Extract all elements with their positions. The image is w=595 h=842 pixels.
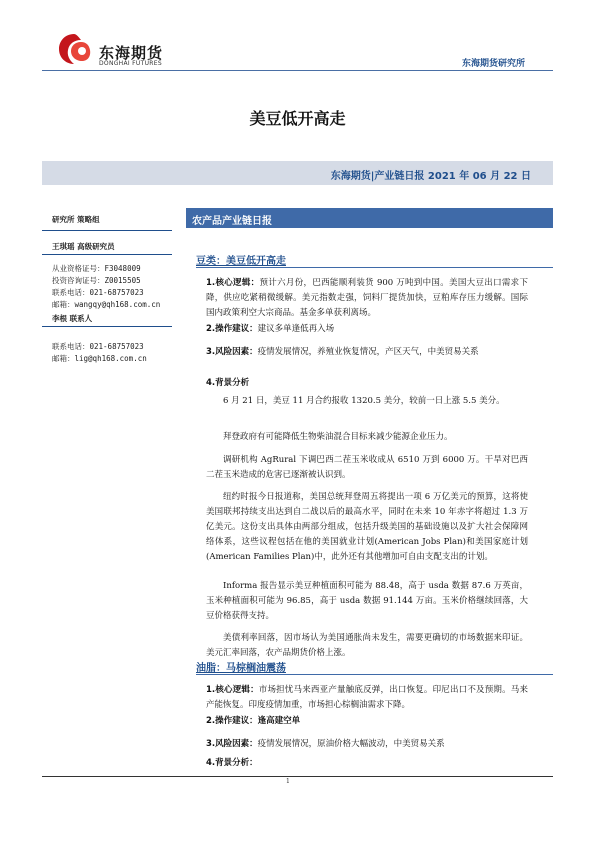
donghai-logo-icon (55, 30, 93, 70)
section-title: 农产品产业链日报 (192, 216, 272, 227)
soy-core-logic (206, 276, 528, 321)
oil-suggestion-label: 2.操作建议： (206, 716, 258, 726)
oil-core-logic-text: 市场担忧马来西亚产量触底反弹，出口恢复。印尼出口不及预期。马来产能恢复。印度疫情加重，市场担心棕榈油需求下降。 (206, 685, 528, 710)
author-1-line: 投资咨询证号：Z0015505 (52, 276, 141, 285)
report-info-bar (42, 161, 553, 185)
soy-heading-rule (196, 267, 553, 268)
logo-text-en: DONGHAI FUTURES (99, 60, 162, 67)
soy-background-paragraph: 纽约时报今日报道称，美国总统拜登周五将提出一项 6 万亿美元的预算，这将使美国联邦持续支出达到自二战以后的最高水平，同时在未来 10 年赤字将超过 1.3 万亿美元。这份支出具体由两部分组成，包括升级美国的基础设施以及扩大社会保障网络体系，这些议程包括在他的美国就业计划(American Jobs Plan)和美国家庭计划(American Families Plan)中，此外还有其他增加可自由支配支出的计划。 (206, 492, 528, 562)
oil-heading: 油脂：马棕榈油震荡 (196, 663, 286, 674)
page-number: 1 (286, 778, 290, 785)
author-2-line: 联系电话：021-68757023 (52, 342, 144, 351)
oil-suggestion (206, 714, 528, 729)
soy-suggestion-text: 建议多单逢低再入场 (257, 324, 335, 334)
soy-background-label: 4.背景分析 (206, 378, 250, 388)
oil-risk-text: 疫情发展情况，原油价格大幅波动，中美贸易关系 (257, 739, 445, 749)
author-sidebar (42, 208, 172, 378)
company-logo (55, 30, 165, 80)
oil-core-logic (206, 683, 528, 713)
logo-text-cn: 东海期货 (99, 44, 164, 62)
soy-suggestion (206, 322, 528, 337)
sidebar-divider (42, 230, 172, 231)
oil-heading-rule (196, 674, 553, 675)
sidebar-dept: 研究所 策略组 (52, 215, 100, 224)
footer-divider (42, 776, 553, 777)
oil-risk (206, 737, 528, 752)
soy-risk-label: 3.风险因素： (206, 347, 258, 357)
soy-core-logic-text: 预计六月份，巴西能顺利装货 900 万吨到中国。美国大豆出口需求下降，供应吃紧稍微缓解。美元指数走强，饲料厂提货加快，豆粕库存压力缓解。国际国内政策利空大宗商品。基金多单获利离场。 (206, 278, 528, 318)
soy-background-heading (206, 376, 528, 391)
oil-risk-label: 3.风险因素： (206, 739, 258, 749)
soy-heading: 豆类：美豆低开高走 (196, 256, 286, 267)
soy-core-logic-label: 1.核心逻辑： (206, 278, 260, 288)
author-2-name: 李根 联系人 (52, 314, 93, 323)
oil-core-logic-label: 1.核心逻辑： (206, 685, 259, 695)
author-1-line: 从业资格证号：F3048009 (52, 264, 141, 273)
author-1-email: 邮箱：wangqy@qh168.com.cn (52, 300, 161, 309)
soy-background-paragraph: Informa 报告显示美豆种植面积可能为 88.48，高于 usda 数据 87.6 万英亩，玉米种植面积可能为 96.85，高于 usda 数据 91.144 万亩。玉米价格继续回落，大豆价格获得支持。 (206, 581, 528, 621)
header-divider (42, 70, 553, 71)
soy-background-paragraph: 美债利率回落，因市场认为美国通胀尚未发生，需要更确切的市场数据来印证。美元汇率回落，农产品期货价格上涨。 (206, 633, 528, 658)
soy-background-paragraph: 6 月 21 日，美豆 11 月合约报收 1320.5 美分，较前一日上涨 5.5 美分。 (223, 396, 505, 406)
soy-background-paragraph: 调研机构 AgRural 下调巴西二茬玉米收成从 6510 万到 6000 万。干旱对巴西二茬玉米造成的危害已逐渐被认识到。 (206, 455, 528, 480)
report-title: 美豆低开高走 (249, 109, 346, 128)
author-2-email: 邮箱：lig@qh168.com.cn (52, 354, 147, 363)
soy-risk (206, 345, 528, 360)
author-1-line: 联系电话：021-68757023 (52, 288, 144, 297)
soy-suggestion-label: 2.操作建议： (206, 324, 258, 334)
oil-background-label: 4.背景分析： (206, 758, 258, 768)
soy-risk-text: 疫情发展情况，养殖业恢复情况，产区天气，中美贸易关系 (257, 347, 479, 357)
oil-background-heading (206, 756, 528, 771)
report-date-label: 东海期货|产业链日报 2021 年 06 月 22 日 (330, 171, 531, 182)
section-header (186, 208, 553, 228)
oil-suggestion-text: 逢高建空单 (257, 716, 301, 726)
sidebar-divider (42, 254, 172, 255)
institute-name: 东海期货研究所 (461, 59, 525, 69)
sidebar-divider (42, 326, 172, 327)
soy-background-paragraph: 拜登政府有可能降低生物柴油混合目标来减少能源企业压力。 (223, 432, 453, 442)
author-1-name: 王琪瑶 高级研究员 (52, 242, 115, 251)
